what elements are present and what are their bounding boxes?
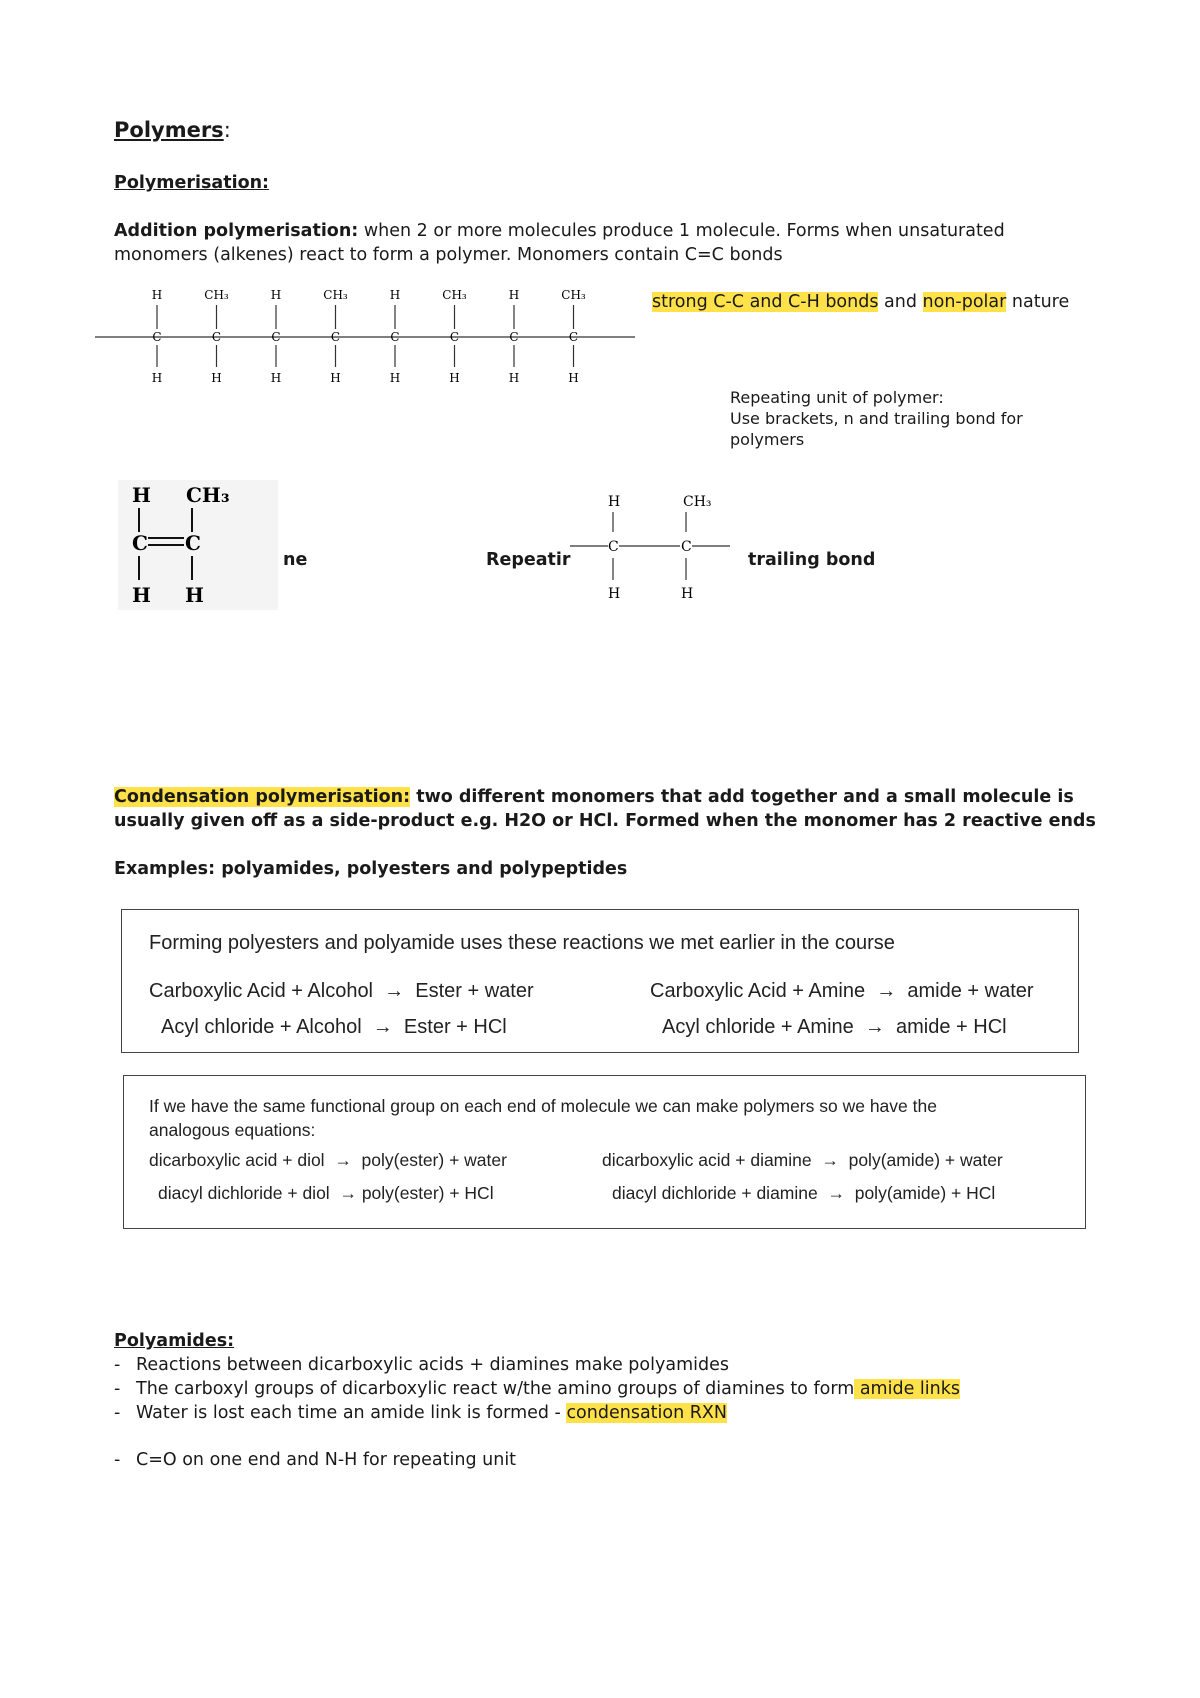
- repeat-unit-note: Repeating unit of polymer: Use brackets, n and trailing bond for polymers: [730, 388, 1023, 449]
- repeat-c1: C: [608, 539, 619, 555]
- chain-bottom-atom: H: [270, 371, 282, 385]
- chain-top-atom: H: [270, 288, 282, 302]
- examples-line: Examples: polyamides, polyesters and polypeptides: [114, 859, 628, 879]
- list-item: - The carboxyl groups of dicarboxylic react w/the amino groups of diamines to form amide links: [114, 1379, 960, 1399]
- chain-top-atom: CH₃: [204, 288, 229, 302]
- repeat-c2: C: [681, 539, 692, 555]
- chain-carbon: C: [152, 330, 162, 344]
- addition-line-1: Addition polymerisation: when 2 or more molecules produce 1 molecule. Forms when unsaturated: [114, 221, 1005, 241]
- chain-carbon: C: [211, 330, 222, 344]
- chain-bottom-atom: H: [389, 371, 401, 385]
- arrow-icon: →: [334, 1150, 352, 1170]
- repeat-ch3: CH₃: [683, 494, 712, 510]
- chain-bottom-atom: H: [330, 371, 341, 385]
- list-item: - C=O on one end and N-H for repeating unit: [114, 1450, 517, 1470]
- chain-carbon: C: [390, 330, 400, 344]
- eq-polyamide-hcl: diacyl dichloride + diamine → poly(amide) + HCl: [612, 1183, 996, 1203]
- monomer-c-right: C: [185, 531, 201, 555]
- reaction-ester-water: Carboxylic Acid + Alcohol → Ester + water: [149, 980, 534, 1002]
- reactions-box-heading: Forming polyesters and polyamide uses these reactions we met earlier in the course: [149, 932, 895, 954]
- page-title: Polymers:: [114, 118, 231, 142]
- arrow-icon: →: [821, 1150, 839, 1170]
- arrow-icon: →: [864, 1016, 885, 1038]
- box2-line-2: analogous equations:: [149, 1120, 316, 1140]
- addition-line-2: monomers (alkenes) react to form a polymer. Monomers contain C=C bonds: [114, 245, 783, 265]
- condensation-line-2: usually given off as a side-product e.g. H2O or HCl. Formed when the monomer has 2 reactive ends: [114, 811, 1096, 831]
- list-item: - Water is lost each time an amide link is formed - condensation RXN: [114, 1403, 727, 1423]
- reaction-amide-water: Carboxylic Acid + Amine → amide + water: [650, 980, 1034, 1002]
- reactions-box: [121, 909, 1079, 1053]
- chain-bottom-atom: H: [568, 371, 579, 385]
- chain-top-atom: H: [508, 288, 520, 302]
- box2-line-1: If we have the same functional group on each end of molecule we can make polymers so we have the: [149, 1096, 937, 1116]
- chain-bottom-atom: H: [211, 371, 222, 385]
- fragment-trailing-bond: trailing bond: [748, 550, 876, 570]
- monomer-ch3: CH₃: [186, 483, 230, 507]
- chain-carbon: C: [330, 330, 341, 344]
- repeat-h-b1: H: [608, 586, 621, 602]
- arrow-icon: →: [827, 1183, 845, 1203]
- chain-carbon: C: [271, 330, 281, 344]
- chain-carbon: C: [509, 330, 519, 344]
- repeat-unit-diagram: [570, 490, 730, 605]
- monomer-h-br: H: [185, 583, 204, 607]
- eq-polyester-water: dicarboxylic acid + diol → poly(ester) + water: [149, 1150, 507, 1170]
- chain-carbon: C: [568, 330, 579, 344]
- repeat-h-top: H: [608, 494, 621, 510]
- reaction-ester-hcl: Acyl chloride + Alcohol → Ester + HCl: [161, 1016, 507, 1038]
- propene-monomer-diagram: [118, 480, 278, 610]
- chain-top-atom: H: [151, 288, 163, 302]
- chain-carbon: C: [449, 330, 460, 344]
- monomer-h-bl: H: [132, 583, 151, 607]
- monomer-c-left: C: [132, 531, 148, 555]
- chain-bottom-atom: H: [151, 371, 163, 385]
- polymer-chain-diagram: [95, 285, 645, 385]
- chain-bottom-atom: H: [449, 371, 460, 385]
- analogous-equations-box: [123, 1075, 1086, 1229]
- repeat-h-b2: H: [681, 586, 694, 602]
- list-item: - Reactions between dicarboxylic acids + diamines make polyamides: [114, 1355, 729, 1375]
- chain-top-atom: H: [389, 288, 401, 302]
- properties-text: strong C-C and C-H bonds and non-polar nature: [652, 292, 1070, 312]
- monomer-h-top: H: [132, 483, 151, 507]
- polyamides-heading: Polyamides:: [114, 1331, 235, 1351]
- fragment-repeating: Repeatir: [486, 550, 571, 570]
- chain-top-atom: CH₃: [323, 288, 348, 302]
- reaction-amide-hcl: Acyl chloride + Amine → amide + HCl: [662, 1016, 1007, 1038]
- arrow-icon: →: [384, 980, 405, 1002]
- fragment-ne: ne: [283, 550, 308, 570]
- chain-bottom-atom: H: [508, 371, 520, 385]
- arrow-icon: →: [876, 980, 897, 1002]
- polymerisation-heading: Polymerisation:: [114, 173, 270, 193]
- condensation-line-1: Condensation polymerisation: two different monomers that add together and a small molecule is: [114, 787, 1074, 807]
- eq-polyamide-water: dicarboxylic acid + diamine → poly(amide) + water: [602, 1150, 1003, 1170]
- arrow-icon: →: [339, 1183, 357, 1203]
- chain-top-atom: CH₃: [561, 288, 586, 302]
- eq-polyester-hcl: diacyl dichloride + diol → poly(ester) + HCl: [158, 1183, 494, 1203]
- chain-top-atom: CH₃: [442, 288, 467, 302]
- arrow-icon: →: [372, 1016, 393, 1038]
